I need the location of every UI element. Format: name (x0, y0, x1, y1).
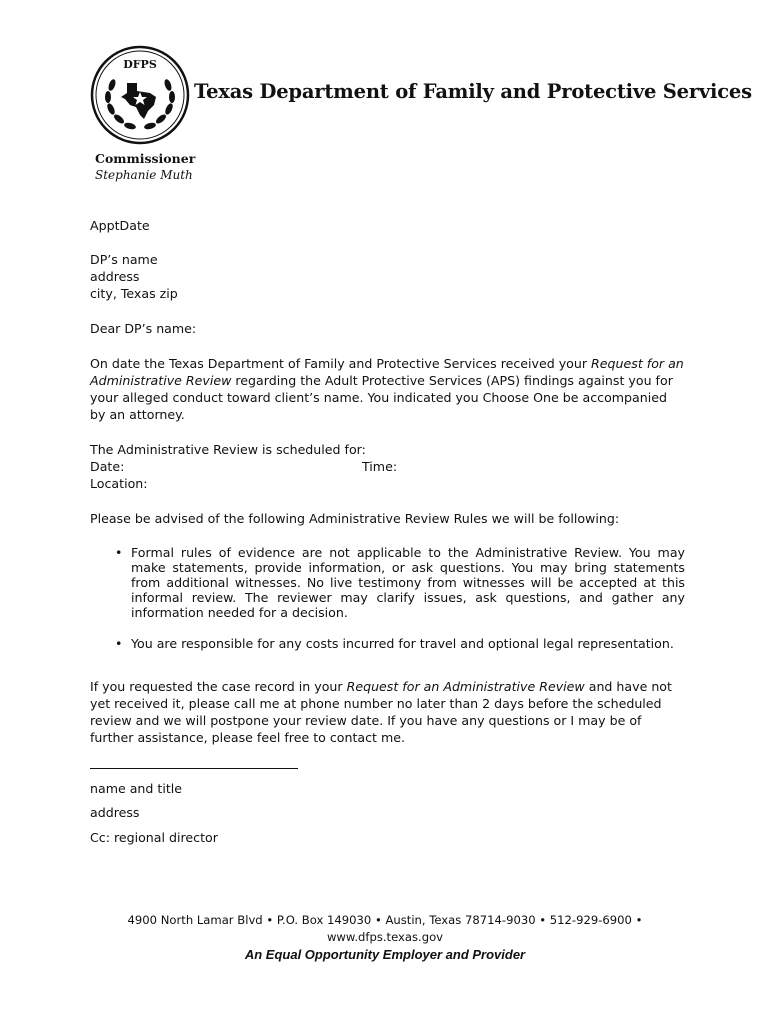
intro-request-title: Request for an Administrative Review (90, 356, 684, 388)
intro-text-1: On date the Texas Department of Family and Protective Services received your (90, 356, 592, 371)
schedule-heading: The Administrative Review is scheduled for: (90, 442, 366, 457)
schedule-time-label: Time: (362, 459, 398, 474)
signature-address: address (90, 805, 140, 820)
recipient-address: address (90, 269, 140, 284)
recipient-city: city, Texas zip (90, 286, 178, 301)
recipient-block (90, 251, 686, 302)
bullet-icon: • (115, 545, 123, 560)
bullet-icon: • (115, 636, 123, 651)
rules-intro: Please be advised of the following Administrative Review Rules we will be following: (90, 511, 620, 526)
agency-name: Texas Department of Family and Protective Services (194, 80, 752, 103)
signature-line (90, 768, 298, 769)
cc-line: Cc: regional director (90, 830, 218, 845)
closing-request-title: Request for an Administrative Review (346, 679, 585, 694)
list-item (115, 636, 685, 651)
footer (90, 912, 680, 963)
commissioner-name: Stephanie Muth (95, 168, 193, 182)
closing-text-2: and have not yet received it, please call me at phone number no later than 2 days before the scheduled review and we will postpone your review date. If you have any questions or I may be of further assistance, please feel free to contact me. (90, 679, 672, 745)
schedule-date-label: Date: (90, 459, 125, 474)
closing-paragraph (90, 678, 686, 746)
dfps-seal-logo (90, 45, 190, 145)
signature-name-title: name and title (90, 781, 183, 796)
list-item (115, 545, 685, 620)
schedule-block (90, 441, 686, 492)
salutation: Dear DP’s name: (90, 321, 197, 336)
schedule-location-label: Location: (90, 476, 148, 491)
rules-list (115, 545, 685, 651)
recipient-name: DP’s name (90, 252, 158, 267)
rule-text: You are responsible for any costs incurred for travel and optional legal representation. (131, 636, 674, 651)
appointment-date: ApptDate (90, 218, 150, 233)
footer-address: 4900 North Lamar Blvd • P.O. Box 149030 • Austin, Texas 78714-9030 • 512-929-6900 • (127, 913, 643, 927)
rule-text: Formal rules of evidence are not applicable to the Administrative Review. You may make statements, provide information, or ask questions. You may bring statements from additional witnesses. No live testimony from witnesses will be accepted at this informal review. The reviewer may clarify issues, ask questions, and gather any information needed for a decision. (131, 545, 685, 620)
seal-text: DFPS (123, 58, 157, 71)
closing-text-1: If you requested the case record in your (90, 679, 347, 694)
footer-eeo: An Equal Opportunity Employer and Provider (244, 947, 526, 962)
commissioner-title: Commissioner (95, 151, 196, 166)
intro-paragraph (90, 355, 686, 423)
intro-text-2: regarding the Adult Protective Services (APS) findings against you for your alleged conduct toward client’s name. You indicated you Choose One be accompanied by an attorney. (90, 373, 673, 422)
footer-website: www.dfps.texas.gov (326, 930, 444, 944)
